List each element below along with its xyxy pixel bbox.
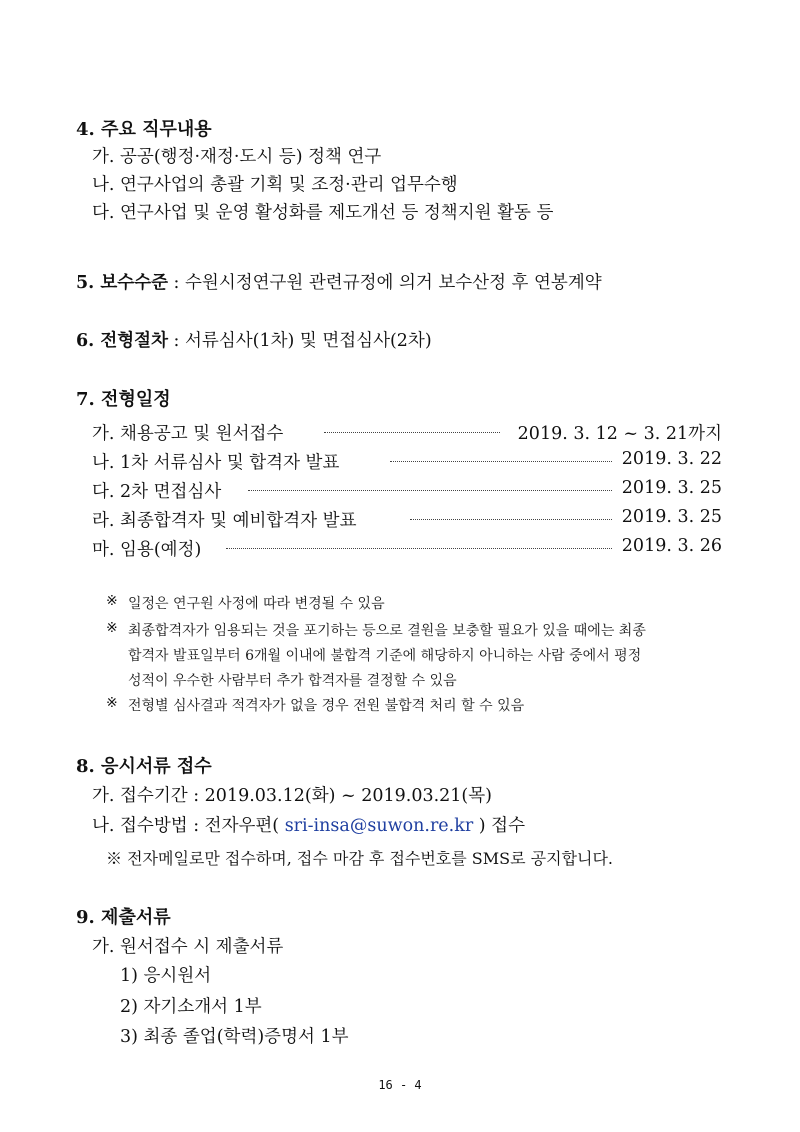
note-mark: ※ [106,593,118,609]
schedule-row [92,507,722,533]
schedule-label: 가. 채용공고 및 원서접수 [92,420,283,445]
leader-dots [226,548,612,549]
section-5-title: 5. 보수수준 [76,273,168,293]
schedule-label: 다. 2차 면접심사 [92,478,221,503]
section-8-note: ※ 전자메일로만 접수하며, 접수 마감 후 접수번호를 SMS로 공지합니다. [106,849,614,868]
section-6-title: 6. 전형절차 [76,331,168,351]
schedule-date: 2019. 3. 22 [621,449,722,469]
note-3: 전형별 심사결과 적격자가 없을 경우 전원 불합격 처리 할 수 있음 [128,698,525,714]
schedule-date: 2019. 3. 12 ~ 3. 21까지 [517,424,722,444]
section-6 [76,327,432,352]
section-6-text: : 서류심사(1차) 및 면접심사(2차) [167,331,432,351]
leader-dots [390,461,612,462]
section-8-title: 8. 응시서류 접수 [76,756,212,777]
section-9-item-2: 2) 자기소개서 1부 [120,997,262,1017]
section-4-item-1: 가. 공공(행정·재정·도시 등) 정책 연구 [92,147,382,167]
section-4-item-3: 다. 연구사업 및 운영 활성화를 제도개선 등 정책지원 활동 등 [92,203,554,223]
section-9-sub: 가. 원서접수 시 제출서류 [92,937,284,957]
note-2-line-2: 합격자 발표일부터 6개월 이내에 불합격 기준에 해당하지 아니하는 사람 중에서 평정 [128,648,642,664]
section-9-item-3: 3) 최종 졸업(학력)증명서 1부 [120,1027,349,1047]
schedule-date: 2019. 3. 26 [621,536,722,556]
leader-dots [410,519,612,520]
section-4-title: 4. 주요 직무내용 [76,119,212,140]
schedule-date: 2019. 3. 25 [621,478,722,498]
schedule-row [92,478,722,504]
note-1: 일정은 연구원 사정에 따라 변경될 수 있음 [128,596,385,612]
section-8-period: 가. 접수기간 : 2019.03.12(화) ~ 2019.03.21(목) [92,786,492,806]
note-mark: ※ [106,695,118,711]
section-7-title: 7. 전형일정 [76,389,171,410]
note-mark: ※ [106,620,118,636]
section-5-text: : 수원시정연구원 관련규정에 의거 보수산정 후 연봉계약 [167,273,602,293]
page-number: 16 - 4 [378,1078,422,1092]
schedule-row [92,449,722,475]
schedule-row [92,536,722,562]
schedule-label: 마. 임용(예정) [92,536,201,561]
leader-dots [324,432,500,433]
schedule-date: 2019. 3. 25 [621,507,722,527]
schedule-row [92,420,722,446]
method-suffix: ) 접수 [478,816,525,836]
leader-dots [248,490,612,491]
note-2-line-3: 성적이 우수한 사람부터 추가 합격자를 결정할 수 있음 [128,673,457,689]
section-5 [76,269,602,294]
section-9-title: 9. 제출서류 [76,907,171,928]
schedule-label: 나. 1차 서류심사 및 합격자 발표 [92,449,339,474]
section-9-item-1: 1) 응시원서 [120,966,212,986]
note-2-line-1: 최종합격자가 임용되는 것을 포기하는 등으로 결원을 보충할 필요가 있을 때에는 최종 [128,623,646,639]
section-8-method [92,812,525,837]
schedule-label: 라. 최종합격자 및 예비합격자 발표 [92,507,356,532]
email-link[interactable]: sri-insa@suwon.re.kr [284,816,474,836]
method-prefix: 나. 접수방법 : 전자우편( [92,816,280,836]
section-4-item-2: 나. 연구사업의 총괄 기획 및 조정·관리 업무수행 [92,175,458,195]
